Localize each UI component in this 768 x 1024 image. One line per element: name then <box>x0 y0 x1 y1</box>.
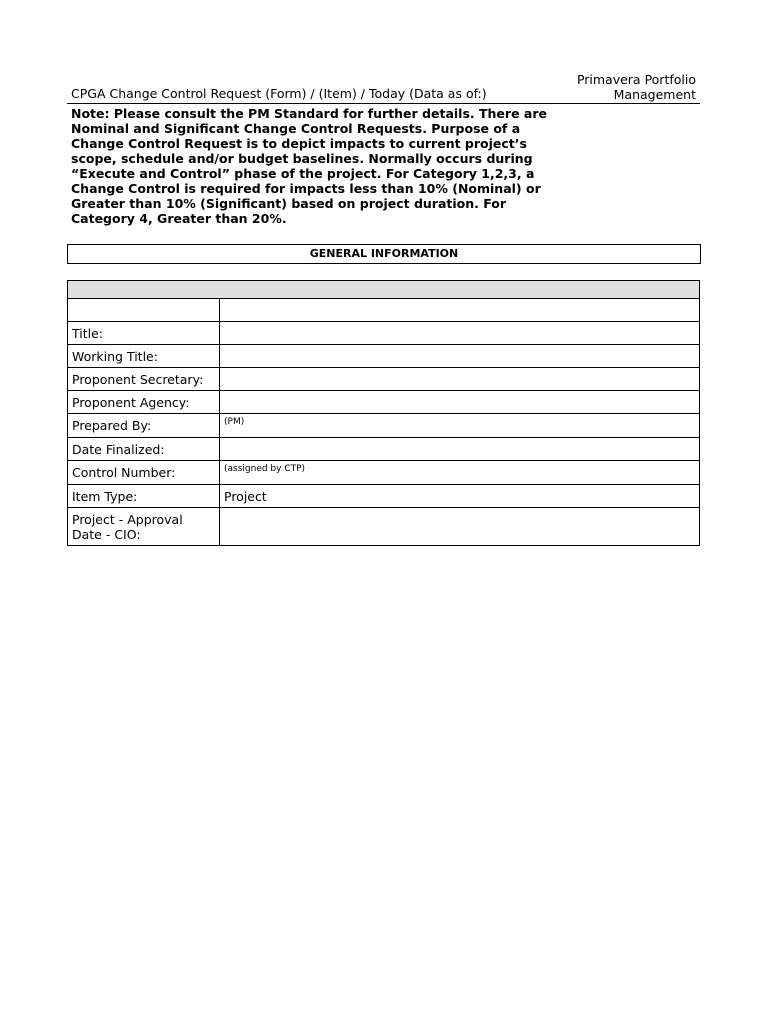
header-product-line2: Management <box>613 87 696 102</box>
working-title-field[interactable] <box>220 345 700 368</box>
general-information-table <box>67 280 700 546</box>
control-number-label: Control Number: <box>68 461 220 485</box>
blank-label-cell <box>68 299 220 322</box>
table-row <box>68 345 700 368</box>
title-label: Title: <box>68 322 220 345</box>
working-title-label: Working Title: <box>68 345 220 368</box>
table-row <box>68 414 700 438</box>
note-paragraph: Note: Please consult the PM Standard for further details. There are Nominal and Significant Change Control Requests. Purpose of a Change Control Request is to depict impacts to current project’s scope, schedule and/or budget baselines. Normally occurs during “Execute and Control” phase of the project. For Category 1,2,3, a Change Control is required for impacts less than 10% (Nominal) or Greater than 10% (Significant) based on project duration. For Category 4, Greater than 20%. <box>71 106 547 226</box>
title-field[interactable] <box>220 322 700 345</box>
table-shaded-header-row <box>68 281 700 299</box>
control-number-field[interactable]: (assigned by CTP) <box>220 461 700 485</box>
prepared-by-field[interactable]: (PM) <box>220 414 700 438</box>
shaded-header-cell <box>68 281 700 299</box>
prepared-by-label: Prepared By: <box>68 414 220 438</box>
blank-value-cell[interactable] <box>220 299 700 322</box>
table-row <box>68 368 700 391</box>
document-title: CPGA Change Control Request (Form) / (Item) / Today (Data as of:) <box>71 86 487 101</box>
header-product-name <box>577 72 696 102</box>
page-header <box>67 70 700 104</box>
date-finalized-label: Date Finalized: <box>68 438 220 461</box>
general-information-heading: GENERAL INFORMATION <box>67 244 701 264</box>
table-row <box>68 508 700 546</box>
table-row <box>68 485 700 508</box>
proponent-secretary-label: Proponent Secretary: <box>68 368 220 391</box>
table-row <box>68 461 700 485</box>
table-row <box>68 438 700 461</box>
proponent-secretary-field[interactable] <box>220 368 700 391</box>
table-row <box>68 322 700 345</box>
table-blank-row <box>68 299 700 322</box>
item-type-label: Item Type: <box>68 485 220 508</box>
item-type-field[interactable]: Project <box>220 485 700 508</box>
approval-date-cio-label: Project - Approval Date - CIO: <box>68 508 220 546</box>
proponent-agency-field[interactable] <box>220 391 700 414</box>
date-finalized-field[interactable] <box>220 438 700 461</box>
table-row <box>68 391 700 414</box>
header-product-line1: Primavera Portfolio <box>576 72 696 87</box>
proponent-agency-label: Proponent Agency: <box>68 391 220 414</box>
approval-date-cio-field[interactable] <box>220 508 700 546</box>
